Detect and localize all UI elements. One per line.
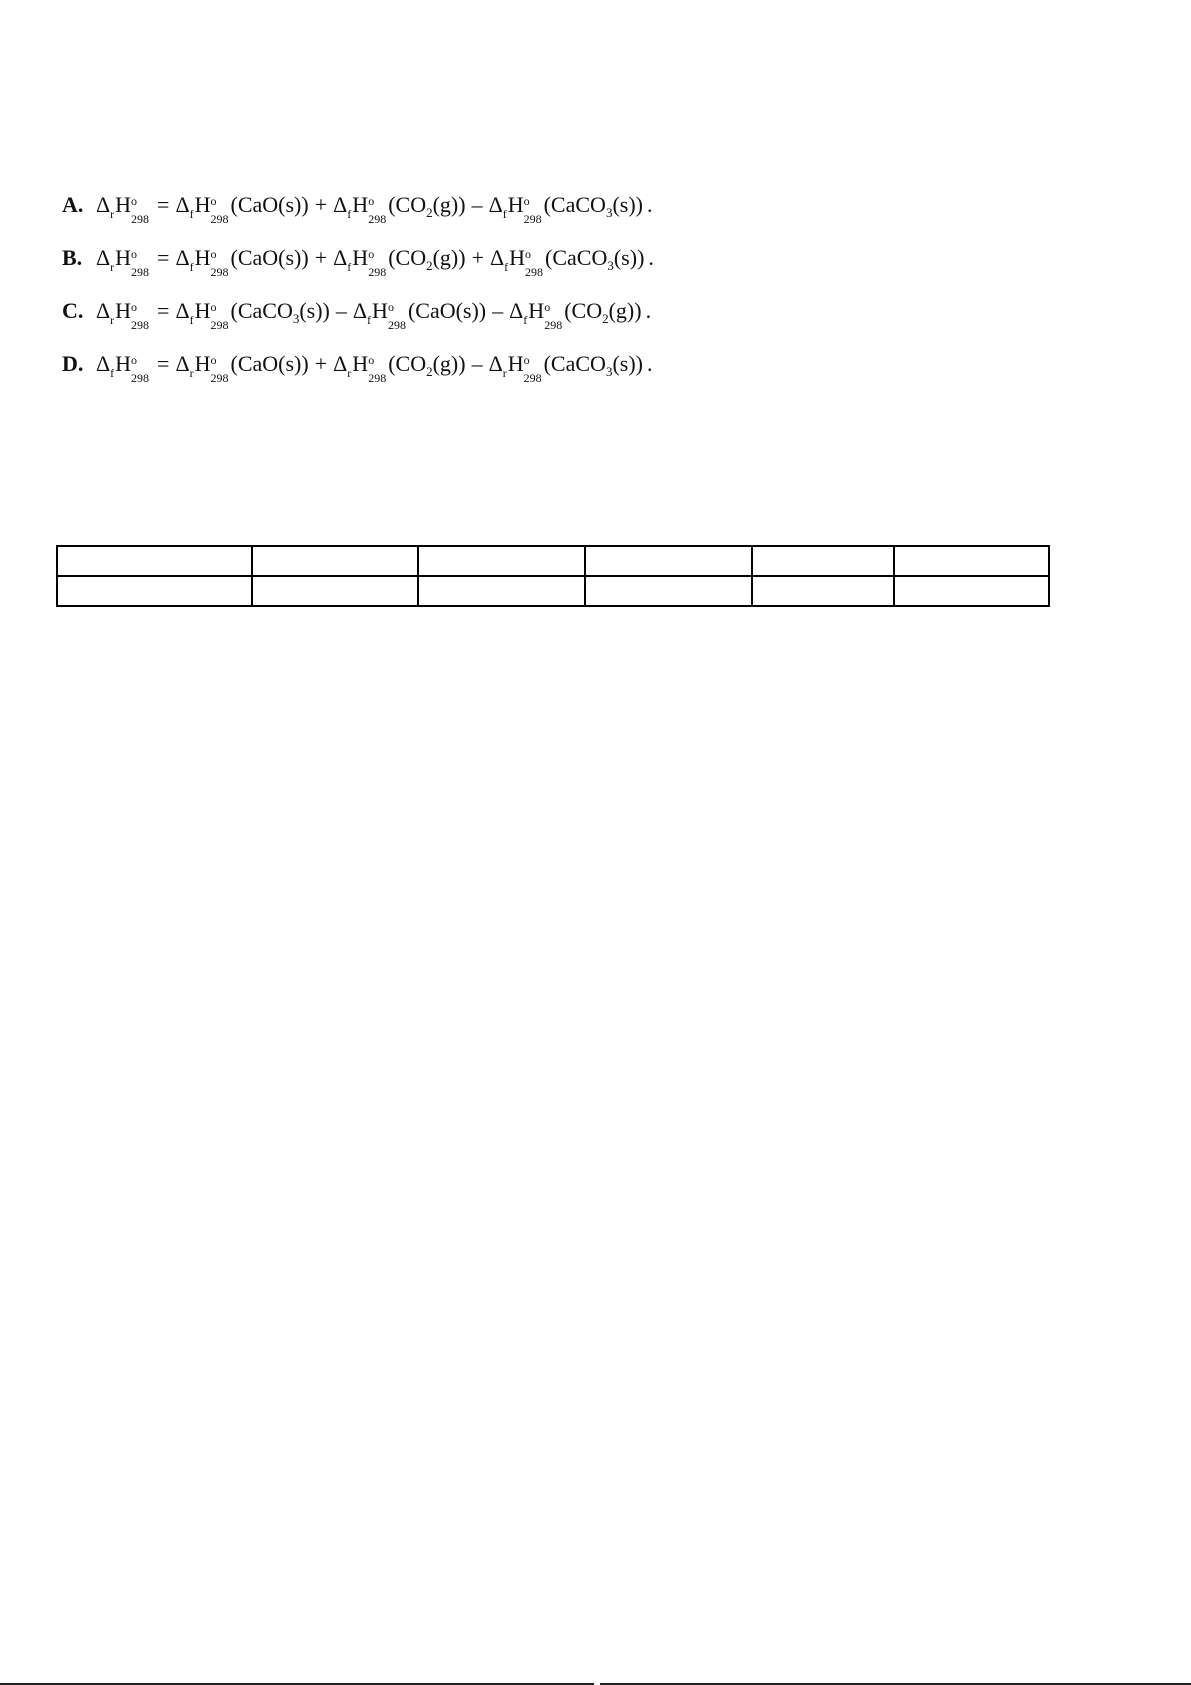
superscript: o — [131, 353, 138, 367]
standard-state-scripts — [387, 300, 406, 333]
table-cell[interactable] — [57, 546, 252, 576]
operator: = — [157, 245, 170, 270]
chemical-subscript: 2 — [426, 364, 433, 379]
operator: – — [471, 351, 483, 376]
standard-state-scripts — [210, 353, 229, 386]
equation-term — [309, 243, 466, 278]
enthalpy-symbol: H — [194, 298, 211, 323]
enthalpy-symbol: H — [352, 192, 369, 217]
table-cell[interactable] — [752, 546, 894, 576]
chemical-subscript: 2 — [426, 258, 433, 273]
standard-state-scripts — [368, 194, 387, 227]
operator: = — [157, 351, 170, 376]
standard-state-scripts — [525, 247, 544, 280]
delta-symbol: Δ — [175, 245, 190, 270]
delta-subscript: f — [367, 313, 372, 327]
chemical-subscript: 3 — [605, 364, 613, 379]
species: (CaCO — [543, 351, 606, 376]
species-state: (g)) — [432, 351, 466, 376]
superscript: o — [368, 194, 375, 208]
superscript: o — [131, 300, 138, 314]
species: (CO — [564, 298, 603, 323]
standard-state-scripts — [368, 247, 387, 280]
delta-subscript: f — [110, 366, 115, 380]
option-letter: D. — [62, 351, 84, 376]
species: (CaCO — [543, 192, 606, 217]
species-state: (s)) — [613, 245, 645, 270]
delta-subscript: f — [504, 260, 509, 274]
species-state: (s)) — [612, 192, 643, 217]
operator: + — [314, 351, 328, 376]
table-cell[interactable] — [585, 576, 752, 606]
standard-state-scripts — [523, 194, 542, 227]
superscript: o — [131, 247, 138, 261]
operator: + — [314, 192, 328, 217]
equation-term — [466, 243, 645, 278]
enthalpy-symbol: H — [507, 351, 524, 376]
table-cell[interactable] — [894, 576, 1049, 606]
enthalpy-symbol: H — [115, 192, 132, 217]
enthalpy-symbol: H — [352, 245, 369, 270]
standard-state-scripts — [131, 353, 150, 386]
operator: = — [157, 298, 170, 323]
species: (CO — [388, 192, 427, 217]
species-state: (g)) — [432, 245, 466, 270]
superscript: o — [523, 353, 530, 367]
standard-state-scripts — [210, 300, 229, 333]
temperature-subscript: 298 — [131, 371, 150, 385]
standard-state-scripts — [368, 353, 387, 386]
option-letter: B. — [62, 245, 83, 270]
superscript: o — [210, 300, 217, 314]
table-cell[interactable] — [418, 546, 585, 576]
species-state: (s)) — [299, 298, 330, 323]
superscript: o — [525, 247, 532, 261]
equation-term — [466, 190, 643, 225]
delta-symbol: Δ — [96, 245, 111, 270]
chemical-subscript: 3 — [292, 311, 300, 326]
delta-subscript: f — [189, 313, 194, 327]
operator: – — [335, 298, 347, 323]
temperature-subscript: 298 — [523, 371, 542, 385]
equation-term — [151, 243, 309, 278]
equation-term — [151, 296, 330, 331]
delta-symbol: Δ — [96, 298, 111, 323]
delta-symbol: Δ — [175, 298, 190, 323]
enthalpy-symbol: H — [115, 351, 132, 376]
delta-symbol: Δ — [175, 351, 190, 376]
delta-subscript: r — [110, 260, 115, 274]
delta-symbol: Δ — [333, 351, 348, 376]
delta-subscript: f — [502, 207, 507, 221]
delta-subscript: f — [347, 260, 352, 274]
chemical-subscript: 2 — [426, 205, 433, 220]
delta-symbol: Δ — [96, 351, 111, 376]
equation — [96, 190, 652, 225]
enthalpy-symbol: H — [507, 192, 524, 217]
standard-state-scripts — [544, 300, 563, 333]
species: (CaO(s)) — [230, 245, 309, 270]
table-cell[interactable] — [252, 546, 418, 576]
table-row — [57, 576, 1049, 606]
delta-symbol: Δ — [175, 192, 190, 217]
superscript: o — [131, 194, 138, 208]
table-cell[interactable] — [252, 576, 418, 606]
superscript: o — [210, 194, 217, 208]
equation-term — [466, 349, 643, 384]
standard-state-scripts — [131, 247, 150, 280]
temperature-subscript: 298 — [210, 265, 229, 279]
chemical-subscript: 3 — [607, 258, 614, 273]
equation-term — [151, 349, 309, 384]
end-period: . — [646, 351, 653, 376]
enthalpy-symbol: H — [194, 192, 211, 217]
temperature-subscript: 298 — [544, 318, 563, 332]
standard-state-scripts — [210, 247, 229, 280]
species: (CaO(s)) — [230, 192, 309, 217]
superscript: o — [368, 247, 375, 261]
enthalpy-symbol: H — [115, 298, 132, 323]
temperature-subscript: 298 — [525, 265, 544, 279]
superscript: o — [387, 300, 394, 314]
operator: = — [157, 192, 170, 217]
delta-symbol: Δ — [333, 192, 348, 217]
standard-state-scripts — [523, 353, 542, 386]
delta-symbol: Δ — [488, 351, 503, 376]
delta-subscript: r — [347, 366, 352, 380]
temperature-subscript: 298 — [368, 371, 387, 385]
temperature-subscript: 298 — [210, 318, 229, 332]
enthalpy-symbol: H — [194, 351, 211, 376]
equation-term — [309, 349, 466, 384]
table-cell[interactable] — [752, 576, 894, 606]
chemical-subscript: 2 — [602, 311, 609, 326]
table-cell[interactable] — [418, 576, 585, 606]
equation-term — [309, 190, 466, 225]
species: (CaCO — [230, 298, 293, 323]
equation-term — [330, 296, 486, 331]
superscript: o — [210, 353, 217, 367]
temperature-subscript: 298 — [131, 265, 150, 279]
delta-subscript: f — [189, 260, 194, 274]
option-c[interactable] — [62, 296, 822, 349]
delta-subscript: f — [347, 207, 352, 221]
operator: + — [471, 245, 484, 270]
delta-subscript: r — [189, 366, 194, 380]
delta-symbol: Δ — [96, 192, 111, 217]
superscript: o — [210, 247, 217, 261]
end-period: . — [648, 245, 654, 270]
standard-state-scripts — [131, 194, 150, 227]
equation-lhs — [96, 243, 151, 278]
delta-subscript: f — [523, 313, 528, 327]
species: (CO — [388, 245, 427, 270]
equation-lhs — [96, 296, 151, 331]
delta-symbol: Δ — [509, 298, 524, 323]
species: (CaO(s)) — [407, 298, 487, 323]
operator: – — [471, 192, 483, 217]
delta-symbol: Δ — [488, 192, 503, 217]
option-d[interactable] — [62, 349, 822, 402]
operator: – — [492, 298, 504, 323]
table-cell[interactable] — [57, 576, 252, 606]
species-state: (g)) — [432, 192, 466, 217]
option-letter: C. — [62, 298, 84, 323]
enthalpy-symbol: H — [372, 298, 388, 323]
delta-subscript: r — [110, 313, 115, 327]
equation-term — [151, 190, 309, 225]
end-period: . — [645, 298, 652, 323]
temperature-subscript: 298 — [210, 371, 229, 385]
operator: + — [314, 245, 328, 270]
enthalpy-symbol: H — [352, 351, 369, 376]
equation — [96, 349, 652, 384]
equation — [96, 243, 654, 278]
temperature-subscript: 298 — [523, 212, 542, 226]
equation — [96, 296, 651, 331]
delta-symbol: Δ — [333, 245, 348, 270]
delta-subscript: r — [502, 366, 507, 380]
superscript: o — [523, 194, 530, 208]
answer-table — [56, 545, 1050, 607]
temperature-subscript: 298 — [368, 212, 387, 226]
end-period: . — [646, 192, 653, 217]
delta-symbol: Δ — [352, 298, 368, 323]
equation-lhs — [96, 349, 151, 384]
temperature-subscript: 298 — [210, 212, 229, 226]
enthalpy-symbol: H — [528, 298, 545, 323]
equation-term — [486, 296, 641, 331]
equation-lhs — [96, 190, 151, 225]
standard-state-scripts — [210, 194, 229, 227]
species-state: (s)) — [612, 351, 643, 376]
delta-subscript: f — [189, 207, 194, 221]
species: (CO — [388, 351, 427, 376]
option-a[interactable] — [62, 190, 822, 243]
enthalpy-symbol: H — [509, 245, 526, 270]
superscript: o — [544, 300, 551, 314]
temperature-subscript: 298 — [387, 318, 406, 332]
answer-options — [62, 190, 822, 402]
standard-state-scripts — [131, 300, 150, 333]
temperature-subscript: 298 — [368, 265, 387, 279]
temperature-subscript: 298 — [131, 212, 150, 226]
delta-symbol: Δ — [489, 245, 505, 270]
species: (CaO(s)) — [230, 351, 309, 376]
option-b[interactable] — [62, 243, 822, 296]
table-cell[interactable] — [894, 546, 1049, 576]
table-row — [57, 546, 1049, 576]
enthalpy-symbol: H — [115, 245, 132, 270]
table-cell[interactable] — [585, 546, 752, 576]
species: (CaCO — [545, 245, 608, 270]
option-letter: A. — [62, 192, 84, 217]
species-state: (g)) — [608, 298, 642, 323]
enthalpy-symbol: H — [194, 245, 211, 270]
temperature-subscript: 298 — [131, 318, 150, 332]
superscript: o — [368, 353, 375, 367]
delta-subscript: r — [110, 207, 115, 221]
chemical-subscript: 3 — [605, 205, 613, 220]
